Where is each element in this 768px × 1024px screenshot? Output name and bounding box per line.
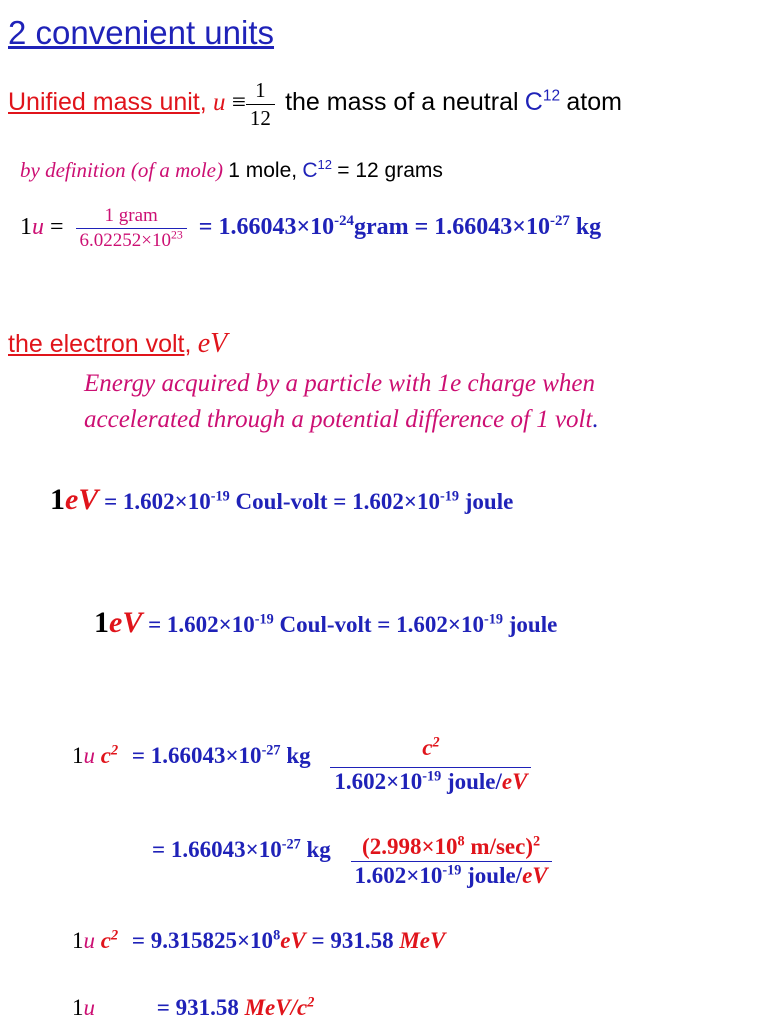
lhs-u: u (32, 214, 44, 241)
uc2-c-squared: $c^2$ (100, 742, 119, 768)
uc2-mass-value: = $1.66043\times 10^{-27}$ kg (152, 836, 331, 862)
page-title: 2 convenient units (8, 14, 275, 51)
mole-definition (20, 158, 443, 183)
uc2-u: u (83, 928, 95, 953)
u-mev-equation (72, 995, 314, 1021)
uc2-one: 1 (72, 743, 84, 768)
ev-symbol: eV (197, 328, 228, 359)
fraction-denominator: 12 (246, 104, 275, 131)
carbon-symbol: $C^{12}$ (524, 87, 561, 117)
uc2-c-squared: $c^2$ (100, 927, 119, 953)
equals-sign: = (50, 214, 64, 241)
fraction-numerator: $c^2$ (422, 734, 440, 760)
mass-unit-comma: , (199, 88, 207, 117)
electron-volt-label: the electron volt (8, 330, 185, 358)
uc2-equation-1 (72, 735, 531, 795)
of-a-mole-text: (of a mole) (130, 158, 223, 182)
by-definition-text: by definition (20, 158, 126, 182)
ev-unit: eV (280, 928, 306, 953)
mev-per-c2-unit: MeV/$c^2$ (244, 994, 315, 1020)
ev-symbol: eV (65, 483, 99, 516)
mass-unit-symbol: u (212, 89, 226, 117)
definition-line-2: accelerated through a potential difference of 1 volt. (84, 406, 599, 433)
uc2-equation-2 (152, 834, 552, 889)
uc2-equation-3 (72, 928, 445, 954)
uc2-one: 1 (72, 928, 84, 953)
uc2-u: u (83, 995, 95, 1020)
fraction-numerator: ($2.998\times 10^8$ m/sec)$^2$ (362, 833, 541, 859)
u-equals-value: = $1.66043\times 10^{-24}gram = 1.66043\times 10^{-27}$ kg (198, 213, 602, 241)
uc2-mass-value: = $1.66043\times 10^{-27}$ kg (131, 742, 311, 768)
u-mev-value: = 931.58 (156, 995, 245, 1020)
carbon-symbol: $C^{12}$ (302, 157, 333, 182)
mev-unit: MeV (399, 928, 446, 953)
gram-per-avogadro-fraction (76, 205, 187, 252)
fraction-denominator: $1.602\times 10^{-19}$ joule/eV (351, 861, 552, 889)
uc2-u: u (83, 743, 95, 768)
fraction-denominator: $1.602\times 10^{-19}$ joule/eV (330, 767, 531, 795)
ev-value: = $1.602\times 10^{-19}$ Coul-volt = $1.602\times 10^{-19}$ joule (142, 611, 558, 637)
speed-of-light-fraction (351, 834, 552, 889)
ev-symbol: eV (109, 606, 143, 639)
electron-volt-comma: , (184, 330, 192, 358)
ev-equation-duplicate (94, 606, 557, 640)
ev-one: 1 (50, 483, 65, 516)
definition-line-1: Energy acquired by a particle with 1e charge when (84, 370, 595, 397)
one-mole-text: 1 mole, (228, 159, 298, 182)
mass-unit-definition (8, 78, 622, 131)
one-twelfth-fraction (246, 78, 275, 131)
atom-text: atom (566, 88, 622, 117)
lhs-one: 1 (20, 214, 32, 241)
fraction-numerator: 1 gram (104, 205, 158, 226)
ev-one: 1 (94, 606, 109, 639)
mass-unit-label: Unified mass unit (8, 88, 200, 117)
uc2-one: 1 (72, 995, 84, 1020)
ev-equation (50, 483, 513, 517)
uc2-energy-value: = $9.315825\times 10^8$ (131, 927, 281, 953)
mass-unit-text: the mass of a neutral (285, 88, 519, 117)
c2-over-joule-fraction (330, 735, 531, 795)
equals-mev: = 931.58 (305, 928, 400, 953)
electron-volt-definition (84, 366, 599, 438)
fraction-denominator: $6.02252\times 10^{23}$ (76, 228, 187, 252)
electron-volt-heading (8, 328, 227, 360)
ev-value: = $1.602\times 10^{-19}$ Coul-volt = $1.602\times 10^{-19}$ joule (98, 488, 514, 514)
fraction-numerator: 1 (255, 78, 266, 102)
u-equation (20, 205, 601, 252)
twelve-grams-text: = 12 grams (337, 159, 443, 182)
equiv-sign: ≡ (231, 89, 246, 117)
